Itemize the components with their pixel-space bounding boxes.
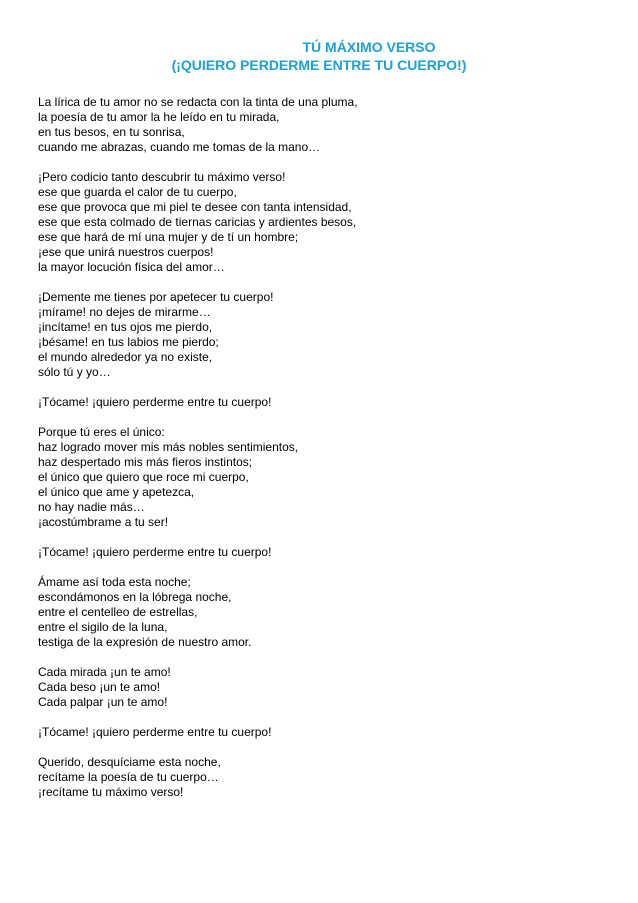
poem-title: TÚ MÁXIMO VERSO [302, 39, 436, 55]
poem-line: ¡acostúmbrame a tu ser! [38, 515, 169, 529]
poem-line: el único que ame y apetezca, [38, 485, 195, 499]
poem-line: La lírica de tu amor no se redacta con la tinta de una pluma, [38, 95, 358, 109]
poem-line: Querido, desquíciame esta noche, [38, 755, 221, 769]
poem-line: la poesía de tu amor la he leído en tu mirada, [38, 110, 280, 124]
poem-line: en tus besos, en tu sonrisa, [38, 125, 185, 139]
poem-line: ¡Pero codicio tanto descubrir tu máximo verso! [38, 170, 286, 184]
poem-line: ¡ese que unirá nuestros cuerpos! [38, 245, 214, 259]
poem-line: ese que hará de mí una mujer y de tí un hombre; [38, 230, 299, 244]
stanza [38, 170, 598, 275]
poem-line: ese que provoca que mi piel te desee con tanta intensidad, [38, 200, 352, 214]
stanza [38, 95, 598, 155]
poem-line: ¡recítame tu máximo verso! [38, 785, 184, 799]
poem-line: recítame la poesía de tu cuerpo… [38, 770, 219, 784]
poem-line: ¡Tócame! ¡quiero perderme entre tu cuerpo! [38, 395, 272, 409]
poem-line: entre el sigilo de la luna, [38, 620, 168, 634]
stanza [38, 575, 598, 650]
stanza [38, 545, 598, 560]
poem-line: ¡mírame! no dejes de mirarme… [38, 305, 211, 319]
poem-line: Cada palpar ¡un te amo! [38, 695, 168, 709]
poem-line: Cada beso ¡un te amo! [38, 680, 161, 694]
title-block [0, 38, 638, 74]
poem-line: Ámame así toda esta noche; [38, 575, 191, 589]
poem-line: haz despertado mis más fieros instintos; [38, 455, 253, 469]
poem-line: ese que esta colmado de tiernas caricias y ardientes besos, [38, 215, 357, 229]
poem-body [38, 95, 598, 815]
poem-line: Cada mirada ¡un te amo! [38, 665, 171, 679]
poem-subtitle: (¡QUIERO PERDERME ENTRE TU CUERPO!) [171, 57, 467, 73]
poem-line: ese que guarda el calor de tu cuerpo, [38, 185, 237, 199]
stanza [38, 425, 598, 530]
poem-line: ¡incítame! en tus ojos me pierdo, [38, 320, 213, 334]
poem-line: ¡bésame! en tus labios me pierdo; [38, 335, 219, 349]
poem-line: ¡Tócame! ¡quiero perderme entre tu cuerpo! [38, 725, 272, 739]
poem-line: ¡Tócame! ¡quiero perderme entre tu cuerpo! [38, 545, 272, 559]
stanza [38, 725, 598, 740]
poem-line: no hay nadie más… [38, 500, 145, 514]
poem-line: el mundo alrededor ya no existe, [38, 350, 213, 364]
poem-line: la mayor locución física del amor… [38, 260, 225, 274]
poem-line: escondámonos en la lóbrega noche, [38, 590, 232, 604]
poem-line: testiga de la expresión de nuestro amor. [38, 635, 252, 649]
poem-line: sólo tú y yo… [38, 365, 111, 379]
poem-line: Porque tú eres el único: [38, 425, 165, 439]
poem-line: haz logrado mover mis más nobles sentimientos, [38, 440, 299, 454]
stanza [38, 665, 598, 710]
poem-line: entre el centelleo de estrellas, [38, 605, 198, 619]
stanza [38, 755, 598, 800]
poem-line: el único que quiero que roce mi cuerpo, [38, 470, 249, 484]
stanza [38, 395, 598, 410]
poem-line: cuando me abrazas, cuando me tomas de la mano… [38, 140, 321, 154]
stanza [38, 290, 598, 380]
poem-line: ¡Demente me tienes por apetecer tu cuerpo! [38, 290, 274, 304]
